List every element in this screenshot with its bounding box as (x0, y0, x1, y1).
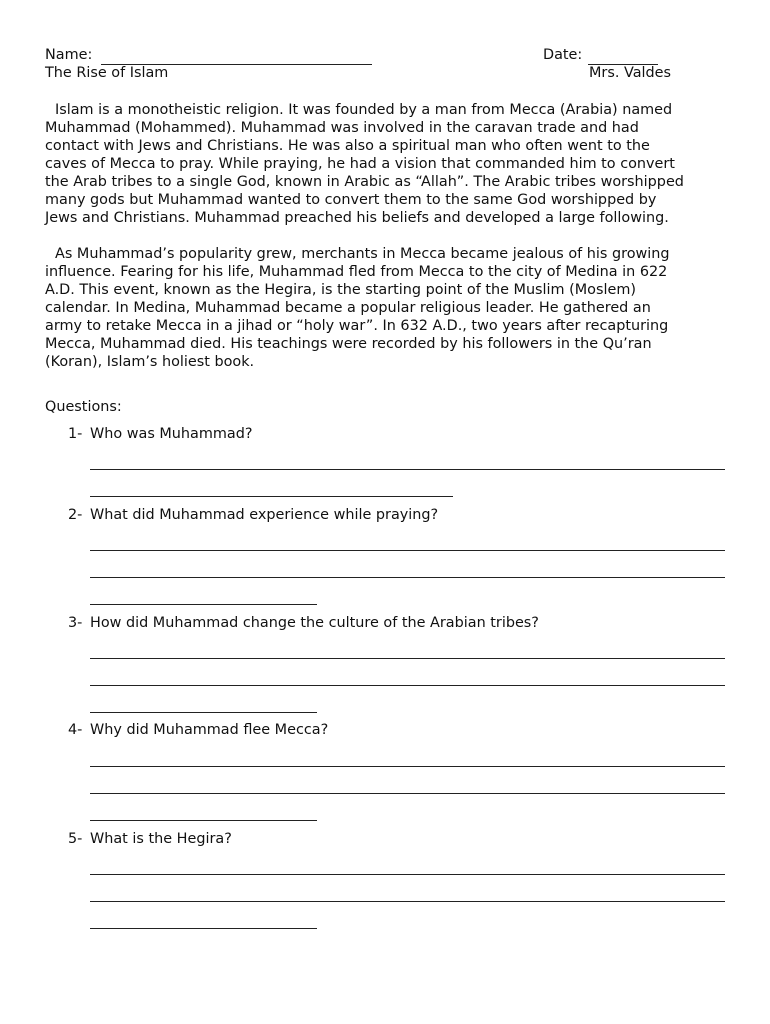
name-label: Name: (45, 47, 93, 63)
answer-line-1a[interactable] (90, 469, 725, 470)
answer-line-3a[interactable] (90, 658, 725, 659)
paragraph-line: A.D. This event, known as the Hegira, is the starting point of the Muslim (Moslem) (45, 282, 636, 298)
answer-line-2c[interactable] (90, 604, 317, 605)
question-4-text: Why did Muhammad flee Mecca? (90, 722, 329, 738)
paragraph-line: Mecca, Muhammad died. His teachings were recorded by his followers in the Qu’ran (45, 336, 652, 352)
question-5-text: What is the Hegira? (90, 831, 232, 847)
answer-line-3c[interactable] (90, 712, 317, 713)
answer-line-2a[interactable] (90, 550, 725, 551)
paragraph-line: army to retake Mecca in a jihad or “holy war”. In 632 A.D., two years after recapturing (45, 318, 669, 334)
paragraph-line: Islam is a monotheistic religion. It was founded by a man from Mecca (Arabia) named (55, 102, 673, 118)
paragraph-line: Muhammad (Mohammed). Muhammad was involved in the caravan trade and had (45, 120, 639, 136)
paragraph-line: the Arab tribes to a single God, known in Arabic as “Allah”. The Arabic tribes worshipped (45, 174, 684, 190)
paragraph-line: caves of Mecca to pray. While praying, he had a vision that commanded him to convert (45, 156, 675, 172)
reading-paragraph-1 (45, 101, 735, 227)
question-2-number: 2- (68, 507, 83, 523)
answer-line-1b[interactable] (90, 496, 453, 497)
paragraph-line: (Koran), Islam’s holiest book. (45, 354, 255, 370)
paragraph-line: influence. Fearing for his life, Muhammad fled from Mecca to the city of Medina in 622 (45, 264, 668, 280)
question-2-text: What did Muhammad experience while praying? (90, 507, 439, 523)
answer-line-2b[interactable] (90, 577, 725, 578)
paragraph-line: calendar. In Medina, Muhammad became a popular religious leader. He gathered an (45, 300, 651, 316)
teacher-name: Mrs. Valdes (589, 65, 672, 81)
answer-line-5a[interactable] (90, 874, 725, 875)
worksheet-title: The Rise of Islam (45, 65, 169, 81)
answer-line-4a[interactable] (90, 766, 725, 767)
answer-line-5b[interactable] (90, 901, 725, 902)
question-3-text: How did Muhammad change the culture of the Arabian tribes? (90, 615, 539, 631)
question-5-number: 5- (68, 831, 83, 847)
answer-line-5c[interactable] (90, 928, 317, 929)
questions-heading: Questions: (45, 399, 122, 415)
date-label: Date: (543, 47, 583, 63)
answer-line-4b[interactable] (90, 793, 725, 794)
paragraph-line: Jews and Christians. Muhammad preached his beliefs and developed a large following. (45, 210, 669, 226)
answer-line-4c[interactable] (90, 820, 317, 821)
answer-line-3b[interactable] (90, 685, 725, 686)
paragraph-line: contact with Jews and Christians. He was also a spiritual man who often went to the (45, 138, 650, 154)
paragraph-line: As Muhammad’s popularity grew, merchants in Mecca became jealous of his growing (55, 246, 670, 262)
question-1-number: 1- (68, 426, 83, 442)
question-3-number: 3- (68, 615, 83, 631)
question-4-number: 4- (68, 722, 83, 738)
reading-paragraph-2 (45, 245, 735, 371)
question-1-text: Who was Muhammad? (90, 426, 253, 442)
paragraph-line: many gods but Muhammad wanted to convert them to the same God worshipped by (45, 192, 657, 208)
